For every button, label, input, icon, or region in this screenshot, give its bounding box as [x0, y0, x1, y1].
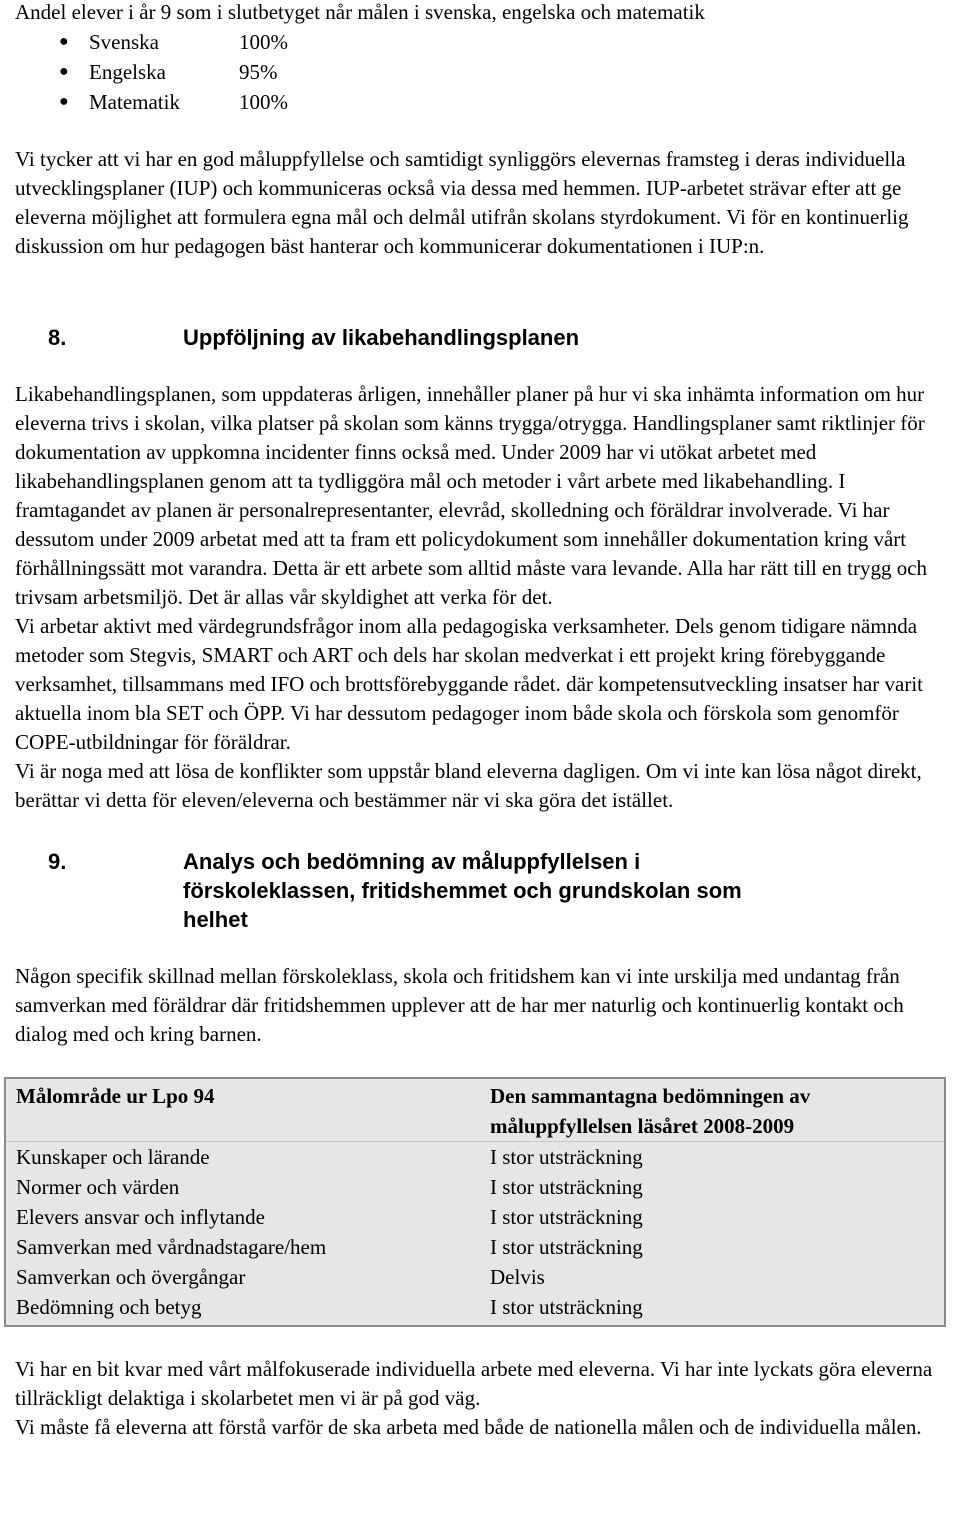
list-item — [15, 27, 950, 57]
table-row — [5, 1142, 945, 1173]
section-title: Analys och bedömning av måluppfyllelsen i förskoleklassen, fritidshemmet och grundskolan som helhet — [183, 849, 742, 932]
table-row — [5, 1202, 945, 1232]
subject-name: Matematik — [89, 90, 180, 114]
closing-paragraph-1: Vi har en bit kvar med vårt målfokuserade individuella arbete med eleverna. Vi har inte lyckats göra eleverna tillräckligt delaktiga i skolarbetet men vi är på god väg. — [15, 1357, 933, 1410]
section-9-paragraph: Någon specifik skillnad mellan förskoleklass, skola och fritidshem kan vi inte urskilja med undantag från samverkan med föräldrar där fritidshemmen upplever att de har mer naturlig och kontinuerlig kontakt och dialog med och kring barnen. — [15, 964, 904, 1046]
table-row — [5, 1262, 945, 1292]
subject-percent: 100% — [239, 90, 288, 114]
section-number: 8. — [48, 325, 67, 350]
table-cell: Elevers ansvar och inflytande — [16, 1205, 265, 1229]
table-row — [5, 1292, 945, 1326]
list-item — [15, 87, 950, 117]
intro-line: Andel elever i år 9 som i slutbetyget når målen i svenska, engelska och matematik — [15, 0, 705, 24]
table-cell: Samverkan med vårdnadstagare/hem — [16, 1235, 327, 1259]
table-row — [5, 1172, 945, 1202]
table-cell: Bedömning och betyg — [16, 1295, 202, 1319]
section-8-paragraph-a: Likabehandlingsplanen, som uppdateras årligen, innehåller planer på hur vi ska inhämta information om hur eleverna trivs i skolan, vilka platser på skolan som känns trygga/otrygga. Handlingsplaner samt riktlinjer för dokumentation av uppkomna incidenter finns också med. Under 2009 har vi utökat arbetet med likabehandlingsplanen genom att ta tydliggöra mål och metoder i vårt arbete med likabehandling. I framtagandet av planen är personalrepresentanter, elevråd, skolledning och föräldrar involverade. Vi har dessutom under 2009 arbetat med att ta fram ett policydokument som innehåller dokumentation kring vårt förhållningssätt mot varandra. Detta är ett arbete som alltid måste vara levande. Alla har rätt till en trygg och trivsam arbetsmiljö. Det är allas vår skyldighet att verka för det. — [15, 382, 928, 609]
section-8-paragraph-c: Vi är noga med att lösa de konflikter som uppstår bland eleverna dagligen. Om vi inte kan lösa något direkt, berättar vi detta för eleven/eleverna och bestämmer när vi ska göra det istället. — [15, 759, 922, 812]
subject-percent: 95% — [239, 60, 278, 84]
bullet-icon: ● — [59, 63, 69, 80]
section-title: Uppföljning av likabehandlingsplanen — [183, 325, 580, 350]
subject-name: Svenska — [89, 30, 159, 54]
table-row — [5, 1232, 945, 1262]
iup-paragraph: Vi tycker att vi har en god måluppfyllelse och samtidigt synliggörs elevernas framsteg i deras individuella utvecklingsplaner (IUP) och kommuniceras också via dessa med hemmen. IUP-arbetet strävar efter att ge eleverna möjlighet att formulera egna mål och delmål utifrån skolans styrdokument. Vi för en kontinuerlig diskussion om hur pedagogen bäst hanterar och kommunicerar dokumentationen i IUP:n. — [15, 147, 909, 258]
bullet-icon: ● — [59, 33, 69, 50]
table-header-row — [5, 1078, 945, 1142]
assessment-table — [4, 1077, 946, 1327]
table-cell: Delvis — [490, 1265, 545, 1289]
column-header: Målområde ur Lpo 94 — [16, 1084, 215, 1108]
section-8-heading — [15, 323, 950, 352]
table-cell: Samverkan och övergångar — [16, 1265, 246, 1289]
table-cell: I stor utsträckning — [490, 1175, 643, 1199]
section-number: 9. — [48, 849, 67, 874]
section-8-paragraph-b: Vi arbetar aktivt med värdegrundsfrågor inom alla pedagogiska verksamheter. Dels genom tidigare nämnda metoder som Stegvis, SMART och ART och dels har skolan medverkat i ett projekt kring förebyggande verksamhet, tillsammans med IFO och brottsförebyggande rådet. där kompetensutveckling insatser har varit aktuella inom bla SET och ÖPP. Vi har dessutom pedagoger inom både skola och förskola som genomför COPE-utbildningar för föräldrar. — [15, 614, 923, 754]
column-header: Den sammantagna bedömningen av måluppfyllelsen läsåret 2008-2009 — [490, 1084, 811, 1138]
document-page — [15, 0, 950, 1442]
closing-paragraph-2: Vi måste få eleverna att förstå varför de ska arbeta med både de nationella målen och de individuella målen. — [15, 1415, 922, 1439]
subject-percent: 100% — [239, 30, 288, 54]
list-item — [15, 57, 950, 87]
subject-name: Engelska — [89, 60, 166, 84]
table-cell: Kunskaper och lärande — [16, 1145, 210, 1169]
subject-list — [15, 27, 950, 117]
bullet-icon: ● — [59, 93, 69, 110]
table-cell: I stor utsträckning — [490, 1295, 643, 1319]
table-cell: I stor utsträckning — [490, 1145, 643, 1169]
table-cell: I stor utsträckning — [490, 1205, 643, 1229]
table-cell: I stor utsträckning — [490, 1235, 643, 1259]
table-cell: Normer och värden — [16, 1175, 180, 1199]
section-9-heading — [15, 847, 950, 934]
